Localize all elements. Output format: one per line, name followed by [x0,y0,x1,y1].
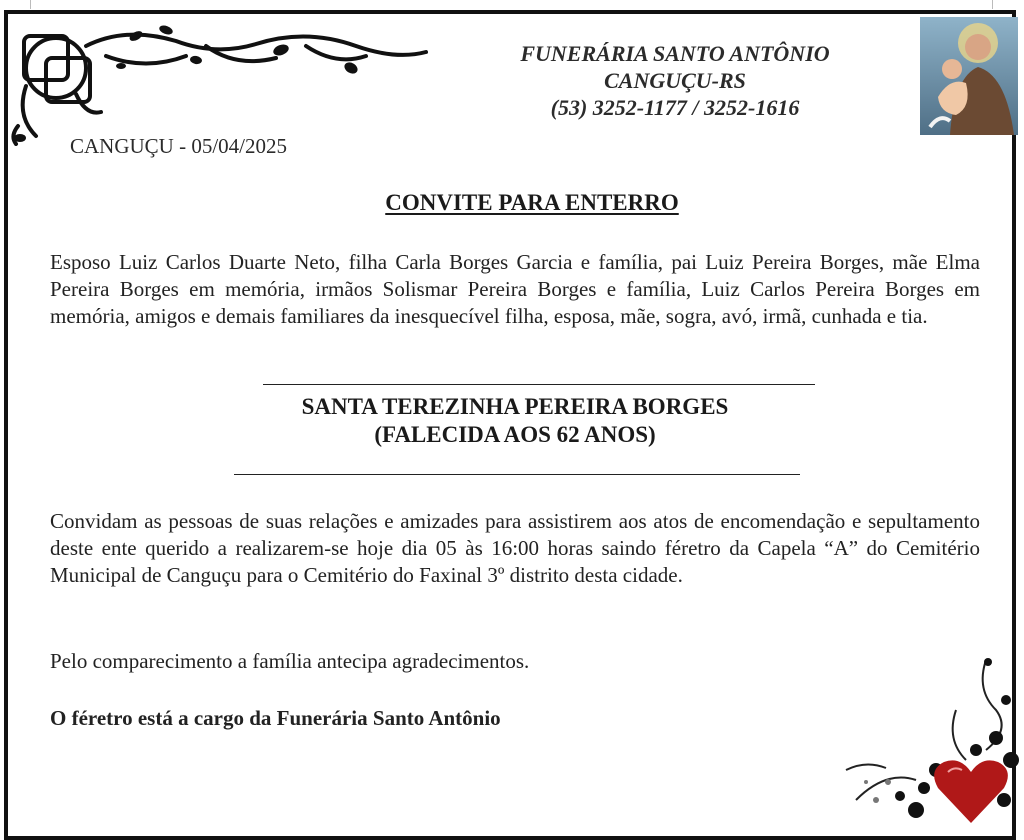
company-phones: (53) 3252-1177 / 3252-1616 [550,95,800,120]
saint-anthony-portrait-icon [920,17,1018,135]
date-line: CANGUÇU - 05/04/2025 [70,134,288,158]
floral-heart-ornament-icon [836,650,1020,823]
celtic-vine-ornament-icon [6,16,436,146]
document-title: CONVITE PARA ENTERRO [385,190,679,215]
top-strip [0,0,1024,10]
deceased-age: (FALECIDA AOS 62 ANOS) [374,422,656,447]
deceased-block [180,393,850,449]
footer-note: O féretro está a cargo da Funerária Santo Antônio [50,706,501,730]
divider-top [263,384,815,385]
funeral-home-header [470,40,880,121]
invitation-paragraph: Convidam as pessoas de suas relações e amizades para assistirem aos atos de encomendação e sepultamento deste ente querido a realizarem-se hoje dia 05 às 16:00 horas saindo féretro da Capela “A” do Cemitério Municipal de Canguçu para o Cemitério do Faxinal 3º distrito desta cidade. [50,509,980,587]
company-city: CANGUÇU-RS [604,68,746,93]
top-tick-left [30,0,31,9]
top-tick-right [992,0,993,9]
thanks-line: Pelo comparecimento a família antecipa agradecimentos. [50,649,530,673]
deceased-name: SANTA TEREZINHA PEREIRA BORGES [301,394,729,419]
family-paragraph: Esposo Luiz Carlos Duarte Neto, filha Carla Borges Garcia e família, pai Luiz Pereira Borges, mãe Elma Pereira Borges em memória, irmãos Solismar Pereira Borges e família, Luiz Carlos Pereira Borges em memória, amigos e demais familiares da inesquecível filha, esposa, mãe, sogra, avó, irmã, cunhada e tia. [50,250,980,328]
divider-bottom [234,474,800,475]
company-name: FUNERÁRIA SANTO ANTÔNIO [520,41,830,66]
